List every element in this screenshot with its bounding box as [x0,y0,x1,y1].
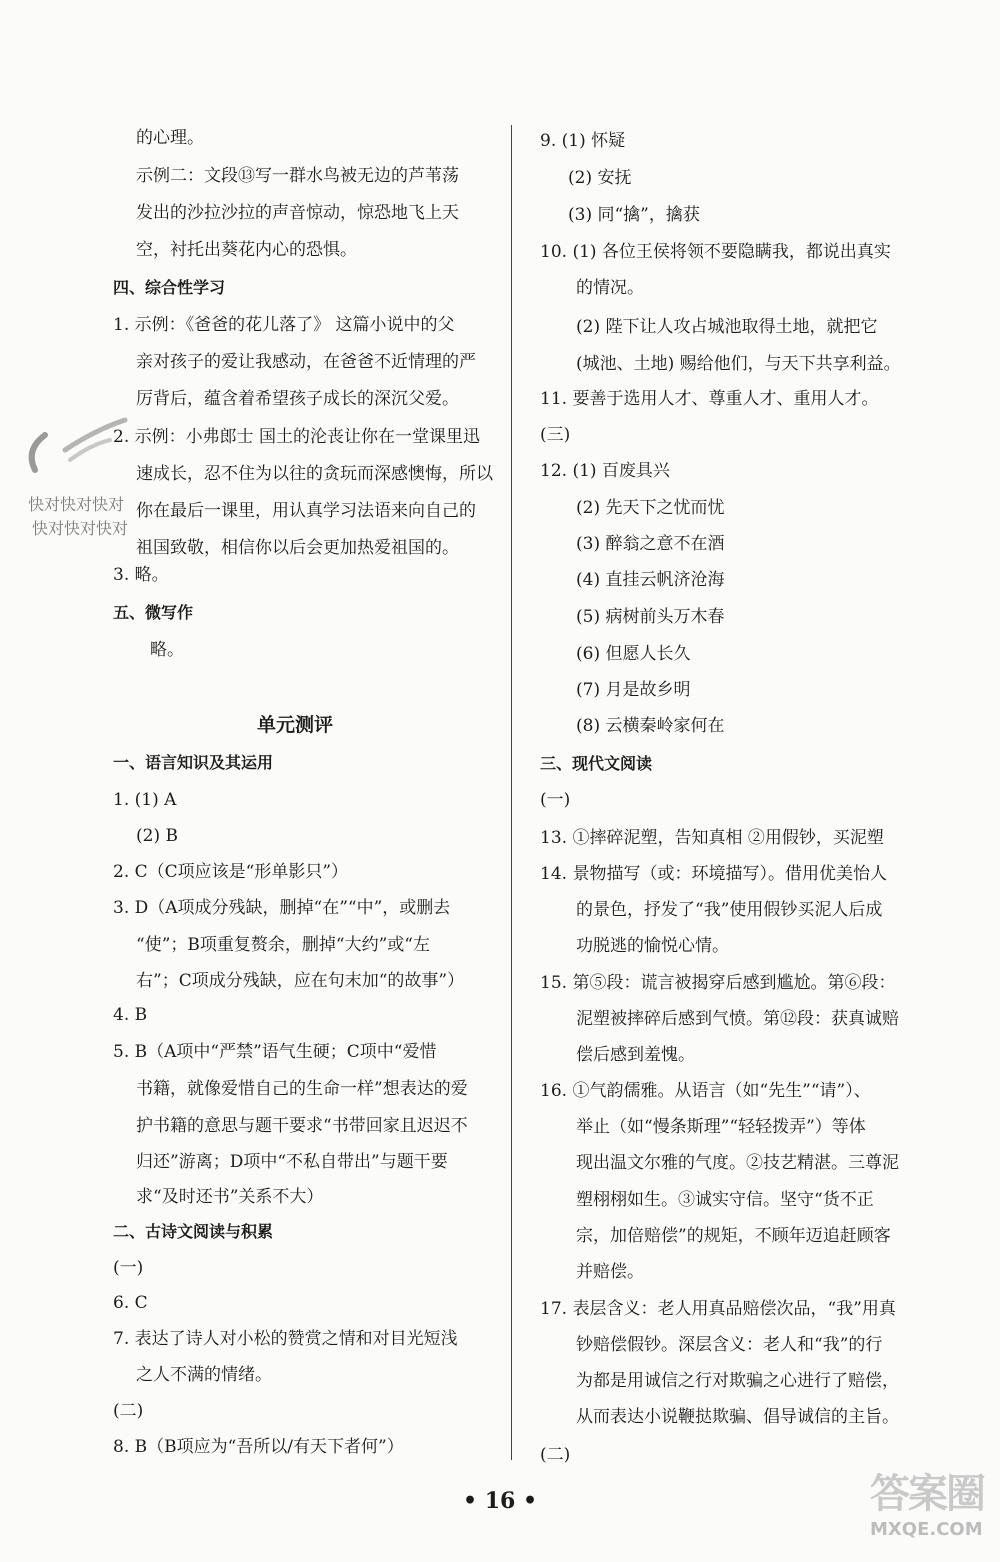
text-line: 亲对孩子的爱让我感动，在爸爸不近情理的严 [136,352,476,372]
text-line: (一) [540,790,571,810]
text-line: 2. 示例：小弗郎士 国土的沦丧让你在一堂课里迅 [113,427,481,447]
text-line: (2) 陛下让人攻占城池取得土地，就把它 [576,317,878,337]
text-line: 17. 表层含义：老人用真品赔偿次品，“我”用真 [540,1299,896,1319]
text-line: 宗，加倍赔偿”的规矩，不顾年迈追赶顾客 [576,1226,891,1246]
watermark-corner [870,1462,984,1540]
text-line: 12. (1) 百废具兴 [540,461,670,481]
text-line: 的情况。 [576,278,644,298]
text-line: 求“及时还书”关系不大） [136,1187,324,1207]
section-heading: 三、现代文阅读 [540,754,653,773]
text-line: (2) 先天下之忧而忧 [576,498,725,518]
text-line: (二) [540,1445,571,1465]
text-line: 16. ①气韵儒雅。从语言（如“先生”“请”）、 [540,1081,871,1101]
watermark-text-1: 快对快对快对 [28,495,125,514]
text-line: 9. (1) 怀疑 [540,131,626,151]
text-line: “使”；B项重复赘余，删掉“大约”或“左 [136,935,430,955]
text-line: (8) 云横秦岭家何在 [576,716,725,736]
text-line: (三) [540,425,571,445]
page-number: • 16 • [462,1488,538,1514]
text-line: (2) 安抚 [568,168,632,188]
text-line: 3. D（A项成分残缺，删掉“在”“中”，或删去 [113,898,451,918]
text-line: 塑栩栩如生。③诚实守信。坚守“货不正 [576,1190,874,1210]
text-line: 厉背后，蕴含着希望孩子成长的深沉父爱。 [136,389,459,409]
text-line: 偿后感到羞愧。 [576,1045,695,1065]
text-line: (3) 醉翁之意不在酒 [576,534,725,554]
text-line: 11. 要善于选用人才、尊重人才、重用人才。 [540,389,879,409]
text-line: 从而表达小说鞭挞欺骗、倡导诚信的主旨。 [576,1407,899,1427]
text-line: 钞赔偿假钞。深层含义：老人和“我”的行 [576,1335,883,1355]
text-line: 右”；C项成分残缺，应在句末加“的故事”） [136,971,465,991]
text-line: 之人不满的情绪。 [136,1365,272,1385]
text-line: 13. ①摔碎泥塑，告知真相 ②用假钞，买泥塑 [540,828,884,848]
text-line: 护书籍的意思与题干要求“书带回家且迟迟不 [136,1116,468,1136]
text-line: 5. B（A项中“严禁”语气生硬；C项中“爱惜 [113,1042,437,1062]
text-line: 2. C（C项应该是“形单影只”） [113,862,349,882]
text-line: 泥塑被摔碎后感到气愤。第⑫段：获真诚赔 [576,1009,899,1029]
section-heading: 四、综合性学习 [113,278,226,297]
text-line: 归还”游离；D项中“不私自带出”与题干要 [136,1152,448,1172]
text-line: (二) [113,1401,144,1421]
text-line: 1. (1) A [113,790,177,810]
text-line: 速成长，忍不住为以往的贪玩而深感懊悔，所以 [136,464,493,484]
text-line: 的景色，抒发了“我”使用假钞买泥人后成 [576,900,883,920]
section-heading: 五、微写作 [113,603,194,622]
text-line: 为都是用诚信之行对欺骗之心进行了赔偿， [576,1371,899,1391]
text-line: (一) [113,1258,144,1278]
text-line: 15. 第⑤段：谎言被揭穿后感到尴尬。第⑥段： [540,973,896,993]
text-line: 现出温文尔雅的气度。②技艺精湛。三尊泥 [576,1153,899,1173]
text-line: (3) 同“擒”，擒获 [568,205,700,225]
watermark-logo-icon [15,400,135,484]
text-line: 6. C [113,1293,148,1313]
text-line: 14. 景物描写（或：环境描写）。借用优美怡人 [540,864,887,884]
text-line: 空，衬托出葵花内心的恐惧。 [136,240,357,260]
text-line: (7) 月是故乡明 [576,680,691,700]
text-line: 举止（如“慢条斯理”“轻轻拨弄”）等体 [576,1117,866,1137]
text-line: 示例二：文段⑬写一群水鸟被无边的芦苇荡 [136,166,459,186]
section-title: 单元测评 [257,714,334,736]
text-line: 书籍，就像爱惜自己的生命一样”想表达的爱 [136,1079,468,1099]
text-line: 功脱逃的愉悦心情。 [576,936,729,956]
text-line: (5) 病树前头万木春 [576,607,725,627]
text-line: (2) B [136,826,178,846]
watermark-corner-en: MXQE.COM [870,1519,983,1540]
text-line: 7. 表达了诗人对小松的赞赏之情和对目光短浅 [113,1329,458,1349]
text-line: (城池、土地) 赐给他们，与天下共享利益。 [576,354,901,374]
text-line: 10. (1) 各位王侯将领不要隐瞒我，都说出真实 [540,242,891,262]
text-line: 祖国致敬，相信你以后会更加热爱祖国的。 [136,538,459,558]
section-heading: 一、语言知识及其运用 [113,753,274,772]
watermark-corner-cn: 答案圈 [870,1471,984,1517]
text-line: 略。 [150,640,184,660]
text-line: 4. B [113,1005,148,1025]
watermark-text-2: 快对快对快对 [32,519,129,538]
text-line: (4) 直挂云帆济沧海 [576,570,725,590]
text-line: 的心理。 [136,128,204,148]
text-line: 8. B（B项应为“吾所以/有天下者何”） [113,1437,404,1457]
column-divider [511,125,512,1460]
text-line: 1. 示例：《爸爸的花儿落了》 这篇小说中的父 [113,315,455,335]
text-line: 你在最后一课里，用认真学习法语来向自己的 [136,501,476,521]
text-line: 发出的沙拉沙拉的声音惊动，惊恐地飞上天 [136,203,459,223]
text-line: 并赔偿。 [576,1262,644,1282]
section-heading: 二、古诗文阅读与积累 [113,1222,274,1241]
text-line: (6) 但愿人长久 [576,644,691,664]
text-line: 3. 略。 [113,565,169,585]
